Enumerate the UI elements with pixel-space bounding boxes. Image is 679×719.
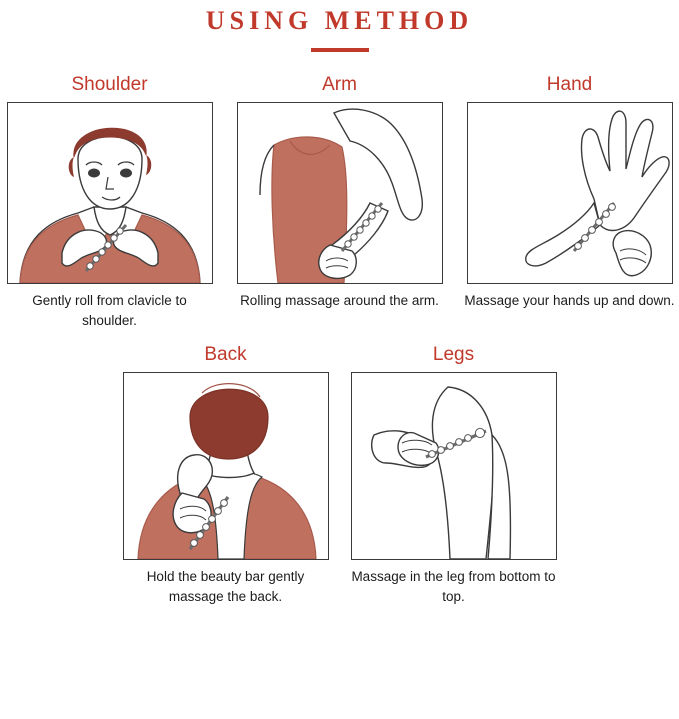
card-arm [236, 74, 444, 330]
back-illustration [124, 373, 328, 559]
arm-illustration [238, 103, 442, 283]
page-title: USING METHOD [205, 6, 474, 35]
hair-shape [190, 389, 268, 459]
card-back [122, 344, 330, 606]
card-caption-back: Hold the beauty bar gently massage the back. [146, 569, 305, 604]
illustration-frame-shoulder [7, 102, 213, 284]
illustration-frame-arm [237, 102, 443, 284]
illustration-frame-legs [351, 372, 557, 560]
card-row-bottom [0, 344, 679, 606]
card-label-back: Back [204, 344, 247, 366]
card-label-arm: Arm [322, 74, 357, 95]
card-caption-hand: Massage your hands up and down. [464, 293, 675, 308]
illustration-frame-back [123, 372, 329, 560]
card-label-hand: Hand [546, 74, 593, 95]
page-header [0, 0, 679, 52]
legs-illustration [352, 373, 556, 559]
title-underline [311, 48, 369, 52]
shoulder-illustration [8, 103, 212, 283]
card-label-shoulder: Shoulder [71, 74, 148, 95]
card-shoulder [6, 74, 214, 330]
hand-illustration [468, 103, 672, 283]
card-legs [350, 344, 558, 606]
card-row-top [0, 74, 679, 330]
hand-shape [318, 245, 356, 278]
card-caption-shoulder: Gently roll from clavicle to shoulder. [32, 293, 187, 328]
card-hand [466, 74, 674, 330]
illustration-frame-hand [467, 102, 673, 284]
card-label-legs: Legs [432, 344, 475, 366]
card-caption-arm: Rolling massage around the arm. [240, 293, 439, 308]
card-caption-legs: Massage in the leg from bottom to top. [351, 569, 556, 604]
